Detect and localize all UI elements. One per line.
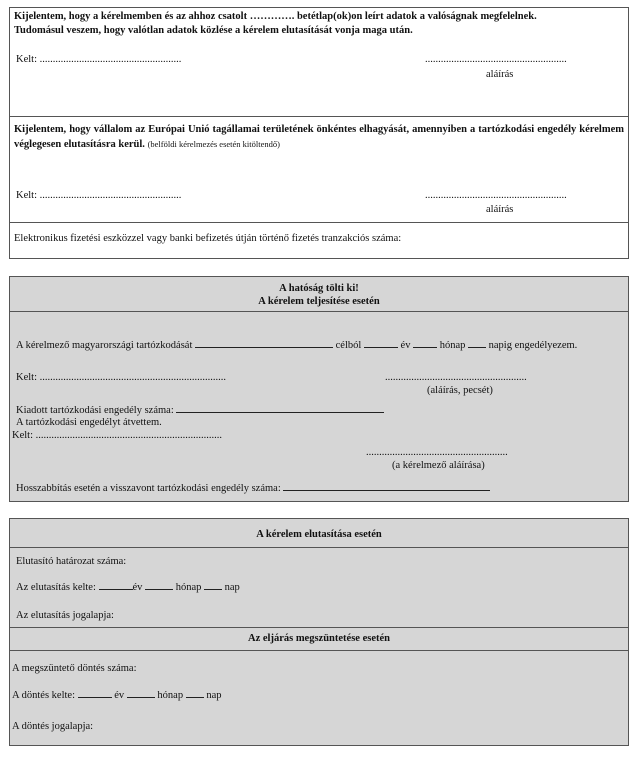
approval-title: A kérelem teljesítése esetén (258, 296, 380, 307)
declaration-1-line-1: Kijelentem, hogy a kérelmemben és az ahhoz csatolt …………. betétlap(ok)on leírt adatok a valóságnak megfelelnek. (14, 11, 537, 22)
termination-legal-basis-label: A döntés jogalapja: (12, 721, 94, 732)
permit-text-4: hónap (439, 340, 466, 351)
applicant-signature-line[interactable]: ...................................................... (366, 447, 508, 458)
applicant-signature-label: (a kérelmező aláírása) (392, 460, 485, 471)
permit-text-3: év (400, 340, 411, 351)
termination-year-field[interactable] (78, 697, 112, 698)
rejection-day-field[interactable] (204, 589, 222, 590)
payment-transaction-label: Elektronikus fizetési eszközzel vagy banki befizetés útján történő fizetés tranzakciós száma: (14, 233, 402, 244)
signature-line-2[interactable]: ...................................................... (425, 190, 567, 201)
purpose-field[interactable] (195, 347, 333, 348)
authority-signature-line[interactable]: ...................................................... (385, 372, 527, 383)
extension-label: Hosszabbítás esetén a visszavont tartózkodási engedély száma: (16, 483, 281, 494)
termination-date-label: A döntés kelte: (12, 690, 75, 701)
rejection-date-label: Az elutasítás kelte: (16, 582, 96, 593)
declaration-section (9, 7, 629, 259)
termination-month-field[interactable] (127, 697, 155, 698)
rejection-number-label: Elutasító határozat száma: (16, 556, 127, 567)
declaration-2 (14, 123, 624, 152)
date-field-1[interactable]: Kelt: ...................................................... (16, 54, 182, 65)
termination-number-label: A megszüntető döntés száma: (12, 663, 137, 674)
rejection-month-field[interactable] (145, 589, 173, 590)
declaration-1-line-2: Tudomásul veszem, hogy valótlan adatok közlése a kérelem elutasítását vonja maga után. (14, 25, 413, 36)
authority-title: A hatóság tölti ki! (279, 283, 359, 294)
authority-section (9, 276, 629, 502)
rejection-year-field[interactable] (99, 589, 133, 590)
issued-permit-label: Kiadott tartózkodási engedély száma: (16, 405, 174, 416)
termination-month-label: hónap (157, 690, 184, 701)
signature-label-2: aláírás (486, 204, 514, 215)
signature-line-1[interactable]: ...................................................... (425, 54, 567, 65)
rejection-title: A kérelem elutasítása esetén (256, 529, 382, 540)
permit-sentence (16, 340, 577, 351)
rejection-legal-basis-label: Az elutasítás jogalapja: (16, 610, 114, 621)
permit-text-2: célból (335, 340, 362, 351)
termination-day-field[interactable] (186, 697, 204, 698)
rejection-date-row (16, 582, 240, 593)
day-field[interactable] (468, 347, 486, 348)
year-field[interactable] (364, 347, 398, 348)
termination-date-row (12, 690, 222, 701)
permit-text-1: A kérelmező magyarországi tartózkodását (16, 340, 193, 351)
issued-permit-field[interactable] (176, 412, 384, 413)
permit-text-5: napig engedélyezem. (488, 340, 578, 351)
rejection-month-label: hónap (175, 582, 202, 593)
date-field-2[interactable]: Kelt: ...................................................... (16, 190, 182, 201)
signature-label-1: aláírás (486, 69, 514, 80)
received-text: A tartózkodási engedélyt átvettem. (16, 417, 162, 428)
declaration-2-text: Kijelentem, hogy vállalom az Európai Unió tagállamai területének önkéntes elhagyását, amennyiben a tartózkodási engedély kérelmem véglegesen elutasításra kerül. (14, 124, 624, 150)
authority-signature-label: (aláírás, pecsét) (427, 385, 493, 396)
termination-title: Az eljárás megszüntetése esetén (248, 633, 390, 644)
declaration-2-note: (belföldi kérelmezés esetén kitöltendő) (147, 139, 280, 149)
authority-date-field[interactable]: Kelt: ....................................................................... (16, 372, 226, 383)
month-field[interactable] (413, 347, 437, 348)
rejection-day-label: nap (224, 582, 240, 593)
termination-year-label: év (114, 690, 125, 701)
extension-field[interactable] (283, 490, 490, 491)
rejection-year-label: év (132, 582, 143, 593)
termination-day-label: nap (206, 690, 222, 701)
rejection-section (9, 518, 629, 746)
issued-permit-row (16, 405, 384, 416)
extension-row (16, 483, 490, 494)
receipt-date-field[interactable]: Kelt: ....................................................................... (12, 430, 222, 441)
